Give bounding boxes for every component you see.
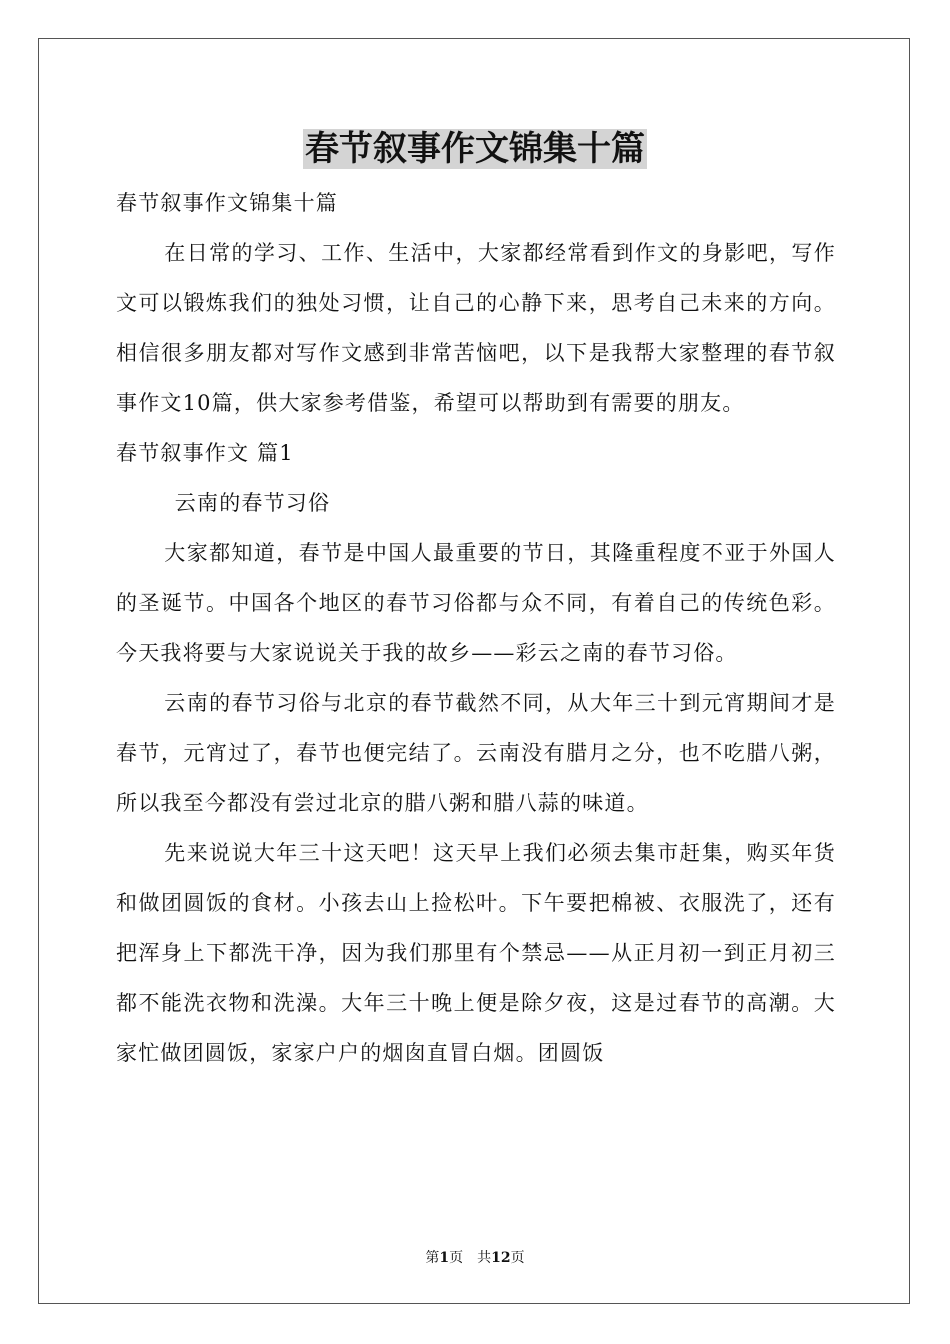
document-title-text: 春节叙事作文锦集十篇 (305, 129, 645, 169)
body-paragraph: 先来说说大年三十这天吧！这天早上我们必须去集市赶集，购买年货和做团圆饭的食材。小孩去山上捡松叶。下午要把棉被、衣服洗了，还有把浑身上下都洗干净，因为我们那里有个禁忌——从正月初一到正月初三都不能洗衣物和洗澡。大年三十晚上便是除夕夜，这是过春节的高潮。大家忙做团圆饭，家家户户的烟囱直冒白烟。团圆饭 (116, 841, 836, 1065)
subtitle-paragraph: 春节叙事作文锦集十篇 (116, 191, 338, 215)
essay-title: 云南的春节习俗 (174, 491, 331, 515)
total-pages-number: 12 (491, 1250, 511, 1266)
document-body (116, 178, 836, 1078)
body-paragraph: 大家都知道，春节是中国人最重要的节日，其隆重程度不亚于外国人的圣诞节。中国各个地区的春节习俗都与众不同，有着自己的传统色彩。今天我将要与大家说说关于我的故乡——彩云之南的春节习俗。 (116, 541, 836, 665)
document-title (0, 124, 950, 174)
body-paragraph: 云南的春节习俗与北京的春节截然不同，从大年三十到元宵期间才是春节，元宵过了，春节也便完结了。云南没有腊月之分，也不吃腊八粥，所以我至今都没有尝过北京的腊八粥和腊八蒜的味道。 (116, 691, 836, 815)
section-heading: 春节叙事作文 篇1 (116, 441, 294, 465)
page-suffix: 页 (510, 1250, 525, 1266)
page-prefix: 第 (425, 1250, 440, 1266)
page-footer (0, 1248, 950, 1268)
page-mid: 页 共 (449, 1250, 492, 1266)
intro-paragraph: 在日常的学习、工作、生活中，大家都经常看到作文的身影吧，写作文可以锻炼我们的独处习惯，让自己的心静下来，思考自己未来的方向。相信很多朋友都对写作文感到非常苦恼吧，以下是我帮大家整理的春节叙事作文10篇，供大家参考借鉴，希望可以帮助到有需要的朋友。 (116, 241, 836, 415)
current-page-number: 1 (439, 1250, 450, 1266)
